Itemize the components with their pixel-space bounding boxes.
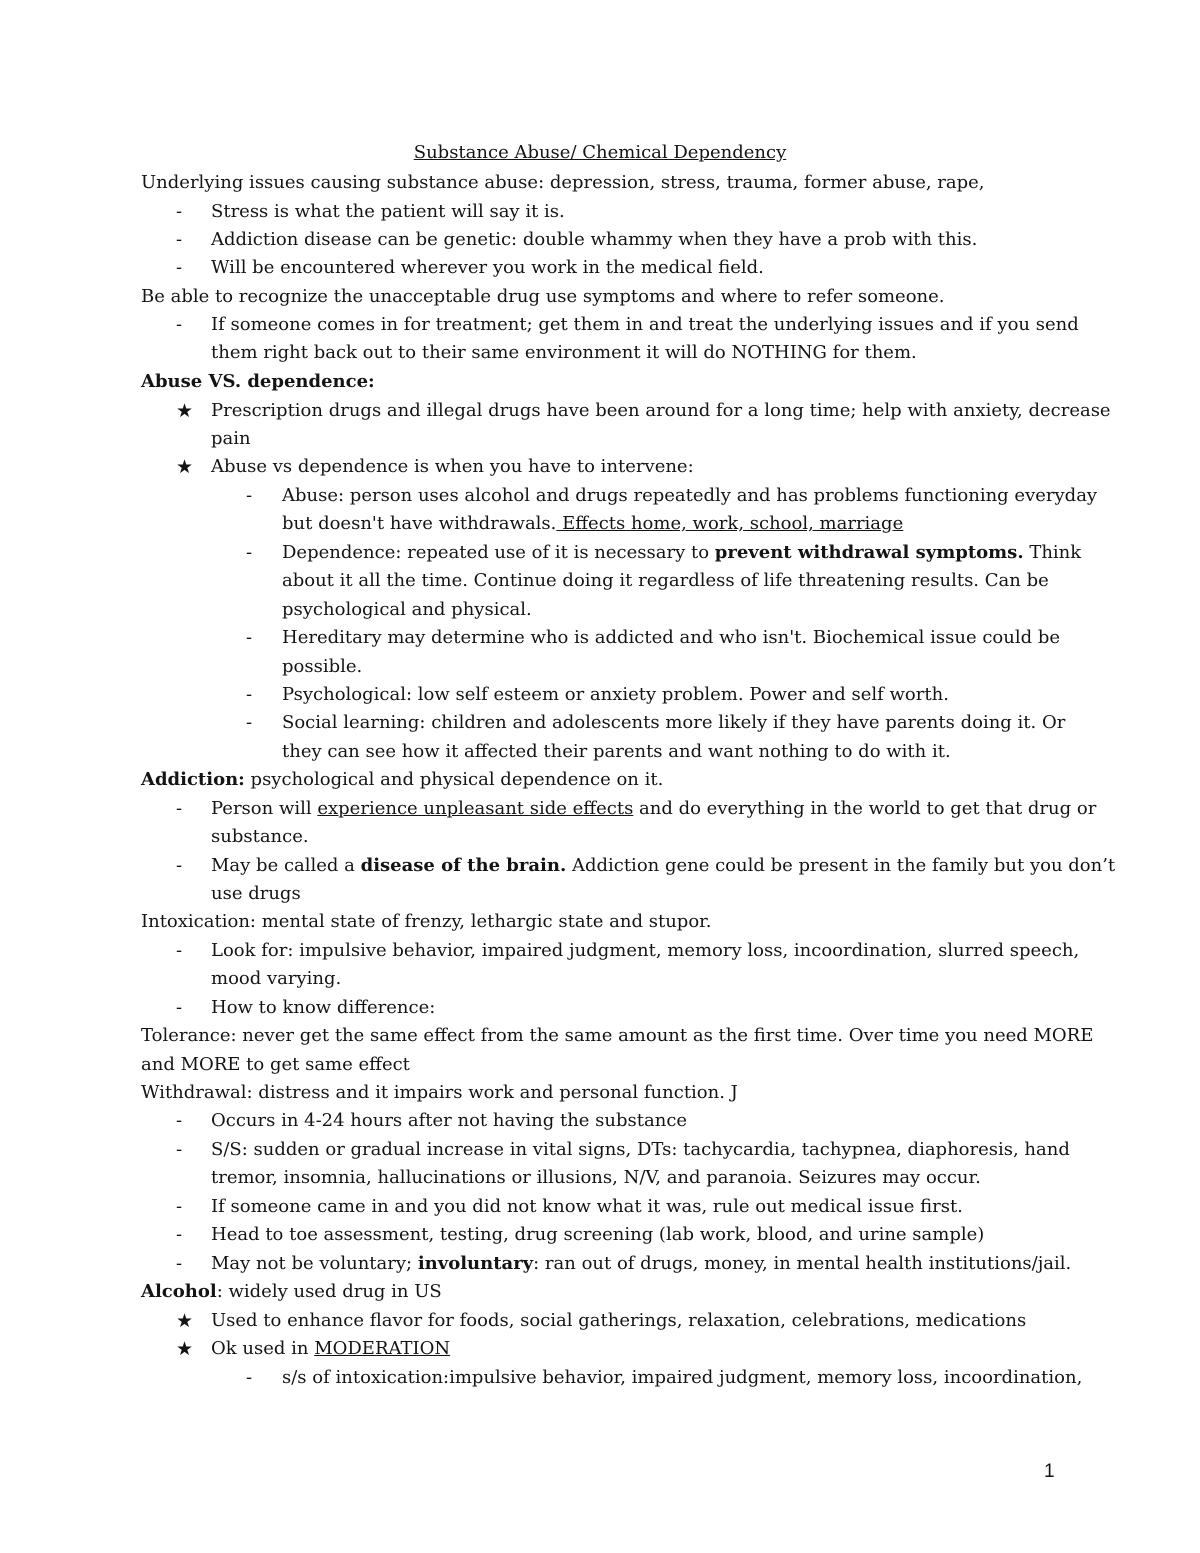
list-item: Ok used in MODERATION	[211, 1338, 451, 1359]
list-item-continuation: pain	[211, 428, 251, 449]
list-item: How to know difference:	[211, 997, 436, 1018]
paragraph-addiction: Addiction: psychological and physical dependence on it.	[141, 769, 664, 790]
dash-bullet: -	[176, 229, 183, 250]
paragraph-recognize: Be able to recognize the unacceptable drug use symptoms and where to refer someone.	[141, 286, 945, 307]
paragraph-tolerance-continuation: and MORE to get same effect	[141, 1054, 410, 1075]
underlined-text: Effects home, work, school, marriage	[556, 513, 904, 534]
underlined-text: experience unpleasant side effects	[317, 798, 634, 819]
dash-bullet: -	[176, 855, 183, 876]
star-bullet-icon: ★	[176, 1338, 194, 1360]
dash-bullet: -	[246, 542, 253, 563]
sub-list-item-continuation: about it all the time. Continue doing it regardless of life threatening results. Can be	[282, 570, 1049, 591]
page-number: 1	[1044, 1461, 1055, 1482]
sub-list-item: Psychological: low self esteem or anxiety problem. Power and self worth.	[282, 684, 949, 705]
sub-list-item: s/s of intoxication:impulsive behavior, impaired judgment, memory loss, incoordination,	[282, 1367, 1083, 1388]
dash-bullet: -	[176, 940, 183, 961]
list-item: Look for: impulsive behavior, impaired judgment, memory loss, incoordination, slurred speech,	[211, 940, 1080, 961]
paragraph-withdrawal: Withdrawal: distress and it impairs work and personal function. J	[141, 1082, 738, 1103]
star-bullet-icon: ★	[176, 456, 194, 478]
sub-list-item-continuation: they can see how it affected their parents and want nothing to do with it.	[282, 741, 951, 762]
list-item: May be called a disease of the brain. Addiction gene could be present in the family but you don’t	[211, 855, 1116, 876]
list-item-continuation: mood varying.	[211, 968, 342, 989]
list-item: Head to toe assessment, testing, drug screening (lab work, blood, and urine sample)	[211, 1224, 985, 1245]
list-item: Will be encountered wherever you work in the medical field.	[211, 257, 764, 278]
dash-bullet: -	[176, 798, 183, 819]
list-item: May not be voluntary; involuntary: ran out of drugs, money, in mental health institutions/jail.	[211, 1253, 1072, 1274]
dash-bullet: -	[176, 997, 183, 1018]
sub-list-item-continuation: possible.	[282, 656, 363, 677]
list-item-continuation: use drugs	[211, 883, 301, 904]
list-item: If someone came in and you did not know what it was, rule out medical issue first.	[211, 1196, 963, 1217]
list-item: Abuse vs dependence is when you have to intervene:	[211, 456, 694, 477]
paragraph-underlying-issues: Underlying issues causing substance abuse: depression, stress, trauma, former abuse, rape,	[141, 172, 985, 193]
sub-list-item-continuation: but doesn't have withdrawals. Effects home, work, school, marriage	[282, 513, 904, 534]
list-item-continuation: them right back out to their same environment it will do NOTHING for them.	[211, 342, 917, 363]
sub-list-item-continuation: psychological and physical.	[282, 599, 532, 620]
dash-bullet: -	[246, 1367, 253, 1388]
list-item: S/S: sudden or gradual increase in vital signs, DTs: tachycardia, tachypnea, diaphoresis, hand	[211, 1139, 1070, 1160]
sub-list-item: Social learning: children and adolescents more likely if they have parents doing it. Or	[282, 712, 1066, 733]
dash-bullet: -	[176, 314, 183, 335]
document-title: Substance Abuse/ Chemical Dependency	[413, 142, 787, 163]
dash-bullet: -	[176, 1110, 183, 1131]
underlined-text: MODERATION	[314, 1338, 451, 1359]
star-bullet-icon: ★	[176, 1310, 194, 1332]
list-item: Stress is what the patient will say it is.	[211, 201, 565, 222]
dash-bullet: -	[176, 1253, 183, 1274]
dash-bullet: -	[176, 1224, 183, 1245]
list-item-continuation: substance.	[211, 826, 309, 847]
sub-list-item: Abuse: person uses alcohol and drugs repeatedly and has problems functioning everyday	[282, 485, 1098, 506]
dash-bullet: -	[246, 627, 253, 648]
paragraph-intoxication: Intoxication: mental state of frenzy, lethargic state and stupor.	[141, 911, 712, 932]
list-item: Used to enhance flavor for foods, social gatherings, relaxation, celebrations, medications	[211, 1310, 1027, 1331]
paragraph-tolerance: Tolerance: never get the same effect from the same amount as the first time. Over time you need MORE	[141, 1025, 1094, 1046]
dash-bullet: -	[176, 1139, 183, 1160]
list-item: Person will experience unpleasant side effects and do everything in the world to get that drug or	[211, 798, 1097, 819]
star-bullet-icon: ★	[176, 400, 194, 422]
dash-bullet: -	[176, 201, 183, 222]
list-item-continuation: tremor, insomnia, hallucinations or illusions, N/V, and paranoia. Seizures may occur.	[211, 1167, 981, 1188]
list-item: Addiction disease can be genetic: double whammy when they have a prob with this.	[211, 229, 978, 250]
heading-abuse-vs-dependence: Abuse VS. dependence:	[141, 371, 375, 392]
sub-list-item: Dependence: repeated use of it is necessary to prevent withdrawal symptoms. Think	[282, 542, 1082, 563]
list-item: If someone comes in for treatment; get them in and treat the underlying issues and if you send	[211, 314, 1079, 335]
dash-bullet: -	[176, 257, 183, 278]
list-item: Occurs in 4-24 hours after not having the substance	[211, 1110, 688, 1131]
list-item: Prescription drugs and illegal drugs have been around for a long time; help with anxiety, decrease	[211, 400, 1111, 421]
dash-bullet: -	[246, 712, 253, 733]
dash-bullet: -	[246, 684, 253, 705]
sub-list-item: Hereditary may determine who is addicted and who isn't. Biochemical issue could be	[282, 627, 1060, 648]
paragraph-alcohol: Alcohol: widely used drug in US	[141, 1281, 442, 1302]
dash-bullet: -	[246, 485, 253, 506]
dash-bullet: -	[176, 1196, 183, 1217]
